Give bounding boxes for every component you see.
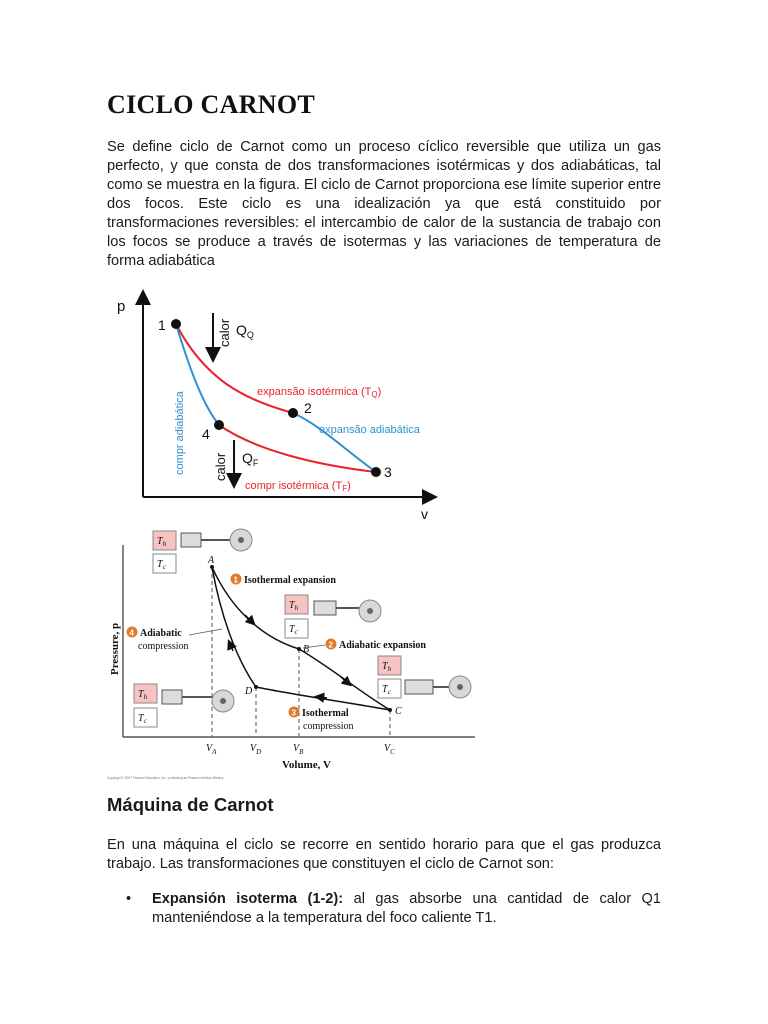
label-adiabatic-expansion: expansão adiabática bbox=[319, 424, 420, 436]
point-label-d: D bbox=[245, 686, 253, 697]
svg-text:3: 3 bbox=[291, 708, 296, 718]
bullet-term: Expansión isoterma (1-2): bbox=[152, 891, 344, 907]
svg-text:Tc: $T_c$ bbox=[382, 684, 391, 696]
x-axis-label: Volume, V bbox=[282, 759, 331, 771]
piston-a bbox=[153, 529, 252, 573]
svg-text:Th: $T_h$ bbox=[289, 600, 299, 612]
svg-text:Adiabatic: Adiabatic bbox=[140, 628, 182, 639]
point-label-3: 3 bbox=[384, 464, 392, 480]
heat-in-word: calor bbox=[217, 318, 232, 347]
svg-text:Isothermal: Isothermal bbox=[302, 708, 349, 719]
point-label-4: 4 bbox=[202, 426, 210, 442]
transformations-list bbox=[107, 890, 661, 928]
svg-text:Th: $T_h$ bbox=[382, 661, 392, 673]
axis-label-p: p bbox=[117, 298, 126, 315]
svg-text:compression: compression bbox=[138, 641, 189, 652]
svg-text:Tc: $T_c$ bbox=[289, 624, 298, 636]
label-adiabatic-compression: compr adiabática bbox=[174, 391, 186, 475]
carnot-pv-diagram bbox=[105, 285, 450, 525]
carnot-piston-diagram bbox=[105, 527, 480, 782]
point-label-c: C bbox=[395, 706, 402, 717]
arrow-bc bbox=[341, 677, 348, 683]
point-label-b: B bbox=[303, 644, 310, 655]
label-isothermal-compression: compr isotérmica (TF) bbox=[245, 480, 351, 493]
section-heading: Máquina de Carnot bbox=[107, 794, 274, 815]
point-1 bbox=[171, 319, 181, 329]
point-c bbox=[388, 708, 392, 712]
bullet-text: al gas absorbe una cantidad de calor Q1 manteniéndose a la temperatura del foco caliente T1. bbox=[152, 891, 662, 926]
copyright-note: Copyright © 2007 Pearson Education, Inc., publishing as Pearson Addison-Wesley. bbox=[107, 776, 225, 780]
tick-vd: $V_D$ bbox=[250, 743, 262, 756]
point-label-1: 1 bbox=[158, 317, 166, 333]
page-title: CICLO CARNOT bbox=[107, 90, 316, 119]
adiabat-expansion-curve bbox=[293, 413, 376, 472]
heat-out-label: $Q_F$ bbox=[242, 450, 259, 468]
svg-text:Th: $T_h$ bbox=[138, 689, 148, 701]
step1-label bbox=[231, 574, 337, 587]
point-label-a: A bbox=[208, 555, 215, 566]
tick-vc: $V_C$ bbox=[384, 743, 395, 756]
arrow-da bbox=[230, 644, 233, 651]
point-2 bbox=[288, 408, 298, 418]
svg-text:Adiabatic expansion: Adiabatic expansion bbox=[339, 640, 426, 651]
piston-b bbox=[285, 595, 381, 638]
label-isothermal-expansion: expansão isotérmica (TQ) bbox=[257, 386, 382, 399]
heat-in-label: $Q_Q$ bbox=[236, 322, 254, 340]
step3-label bbox=[289, 707, 354, 733]
step2-label bbox=[326, 639, 427, 652]
axis-label-v: v bbox=[421, 506, 428, 522]
tick-vb: $V_B$ bbox=[293, 743, 304, 756]
point-3 bbox=[371, 467, 381, 477]
isotherm-hot-curve bbox=[176, 324, 293, 413]
heat-out-word: calor bbox=[213, 452, 228, 481]
piston-d bbox=[134, 684, 234, 727]
svg-text:Tc: $T_c$ bbox=[157, 559, 166, 571]
svg-text:1: 1 bbox=[233, 575, 238, 585]
svg-text:Isothermal expansion: Isothermal expansion bbox=[244, 575, 336, 586]
step4-leader bbox=[189, 629, 222, 635]
arrow-cd bbox=[319, 697, 327, 698]
point-d bbox=[254, 685, 258, 689]
svg-text:Tc: $T_c$ bbox=[138, 713, 147, 725]
point-b bbox=[297, 647, 301, 651]
arrow-ab bbox=[245, 615, 252, 622]
piston-c bbox=[378, 656, 471, 698]
machine-paragraph: En una máquina el ciclo se recorre en sentido horario para que el gas produzca trabajo. Las transformaciones que constituyen el ciclo de Carnot son: bbox=[107, 837, 661, 872]
tick-va: $V_A$ bbox=[206, 743, 217, 756]
point-label-2: 2 bbox=[304, 400, 312, 416]
bullet-marker: • bbox=[126, 891, 132, 907]
svg-text:Th: $T_h$ bbox=[157, 536, 167, 548]
curve-cd bbox=[256, 687, 390, 710]
point-4 bbox=[214, 420, 224, 430]
step4-label bbox=[127, 627, 189, 653]
y-axis-label: Pressure, p bbox=[109, 622, 121, 675]
intro-paragraph: Se define ciclo de Carnot como un proceso cíclico reversible que utiliza un gas perfecto, y que consta de dos transformaciones isotérmicas y dos adiabáticas, tal como se muestra en la figura. El ciclo de Carnot proporciona ese límite superior entre dos focos. Este ciclo es una idealización ya que está constituido por transformaciones reversibles: el intercambio de calor de la sustancia de trabajo con los focos se produce a través de isotermas y las variaciones de temperatura de forma adiabática bbox=[107, 139, 661, 269]
list-item bbox=[107, 890, 661, 928]
svg-text:2: 2 bbox=[328, 640, 333, 650]
svg-text:compression: compression bbox=[303, 721, 354, 732]
svg-text:4: 4 bbox=[129, 628, 134, 638]
